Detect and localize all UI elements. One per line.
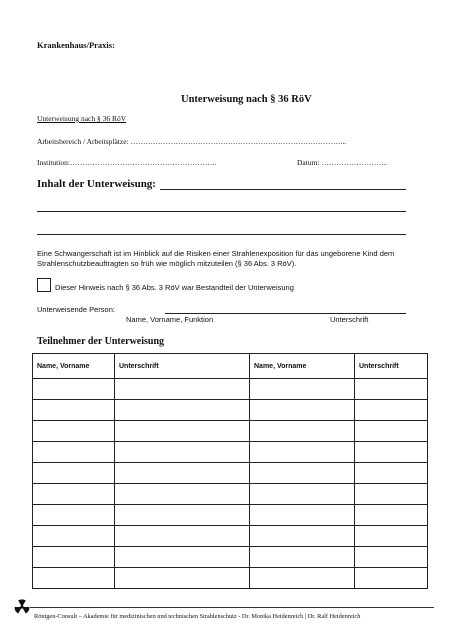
name-cell[interactable] [250,379,355,400]
footer-text: Röntgen-Consult – Akademie für medizinischen und technischen Strahlenschutz - Dr. Monika Heidenreich | Dr. Ralf Heidenreich [34,613,361,620]
column-header: Unterschrift [115,354,250,379]
name-cell[interactable] [250,463,355,484]
name-cell[interactable] [33,400,115,421]
table-row [33,442,428,463]
signature-cell[interactable] [115,379,250,400]
signature-cell[interactable] [115,547,250,568]
table-row [33,547,428,568]
name-cell[interactable] [33,505,115,526]
inhalt-line-2[interactable] [37,211,406,212]
table-row [33,505,428,526]
instructor-label: Unterweisende Person: [37,305,115,314]
name-cell[interactable] [250,568,355,589]
name-cell[interactable] [33,379,115,400]
name-cell[interactable] [33,568,115,589]
signature-cell[interactable] [115,505,250,526]
inhalt-heading: Inhalt der Unterweisung: [37,178,156,190]
signature-cell[interactable] [355,547,428,568]
signature-cell[interactable] [355,484,428,505]
inhalt-line-3[interactable] [37,234,406,235]
column-header: Unterschrift [355,354,428,379]
name-cell[interactable] [250,442,355,463]
radiation-icon [14,599,30,615]
notice-checkbox[interactable] [37,278,51,292]
signature-cell[interactable] [355,379,428,400]
participants-body [33,379,428,589]
name-cell[interactable] [33,463,115,484]
name-cell[interactable] [33,547,115,568]
signature-cell[interactable] [355,526,428,547]
datum-field[interactable]: Datum: ……………………... [297,158,387,167]
table-row [33,484,428,505]
pregnancy-notice: Eine Schwangerschaft ist im Hinblick auf die Risiken einer Strahlenexposition für das ungeborene Kind dem Strahlenschutzbeauftragten so früh wie möglich mitzuteilen (§ 36 Abs. 3 RöV). [37,249,395,268]
name-cell[interactable] [250,526,355,547]
institution-label: Krankenhaus/Praxis: [37,40,115,50]
signature-cell[interactable] [115,526,250,547]
table-row [33,463,428,484]
signature-cell[interactable] [355,400,428,421]
section-subtitle: Unterweisung nach § 36 RöV [37,114,127,123]
signature-cell[interactable] [115,484,250,505]
table-row [33,421,428,442]
name-cell[interactable] [250,400,355,421]
name-cell[interactable] [250,505,355,526]
name-cell[interactable] [250,484,355,505]
signature-cell[interactable] [355,442,428,463]
signature-cell[interactable] [355,568,428,589]
column-header: Name, Vorname [33,354,115,379]
inhalt-line-1[interactable] [160,189,406,190]
signature-cell[interactable] [355,421,428,442]
table-header-row [33,354,428,379]
page-title: Unterweisung nach § 36 RöV [181,94,312,105]
signature-cell[interactable] [115,442,250,463]
signature-cell[interactable] [115,421,250,442]
instructor-name-caption: Name, Vorname, Funktion [126,315,214,324]
instructor-line[interactable] [165,313,406,314]
signature-cell[interactable] [115,568,250,589]
name-cell[interactable] [33,442,115,463]
table-row [33,568,428,589]
table-row [33,526,428,547]
name-cell[interactable] [33,484,115,505]
participants-table [32,353,428,589]
signature-cell[interactable] [115,400,250,421]
signature-cell[interactable] [355,463,428,484]
signature-cell[interactable] [355,505,428,526]
table-row [33,400,428,421]
table-row [33,379,428,400]
column-header: Name, Vorname [250,354,355,379]
participants-heading: Teilnehmer der Unterweisung [37,336,165,347]
institution-field[interactable]: Institution:………………………………………………….. [37,158,217,167]
signature-cell[interactable] [115,463,250,484]
footer-divider [30,607,434,608]
name-cell[interactable] [33,526,115,547]
notice-checkbox-label: Dieser Hinweis nach § 36 Abs. 3 RöV war Bestandteil der Unterweisung [55,283,294,292]
arbeitsbereich-field[interactable]: Arbeitsbereich / Arbeitsplätze: …………………………………………………………………………... [37,137,347,146]
instructor-signature-caption: Unterschrift [330,315,369,324]
name-cell[interactable] [250,547,355,568]
name-cell[interactable] [33,421,115,442]
name-cell[interactable] [250,421,355,442]
